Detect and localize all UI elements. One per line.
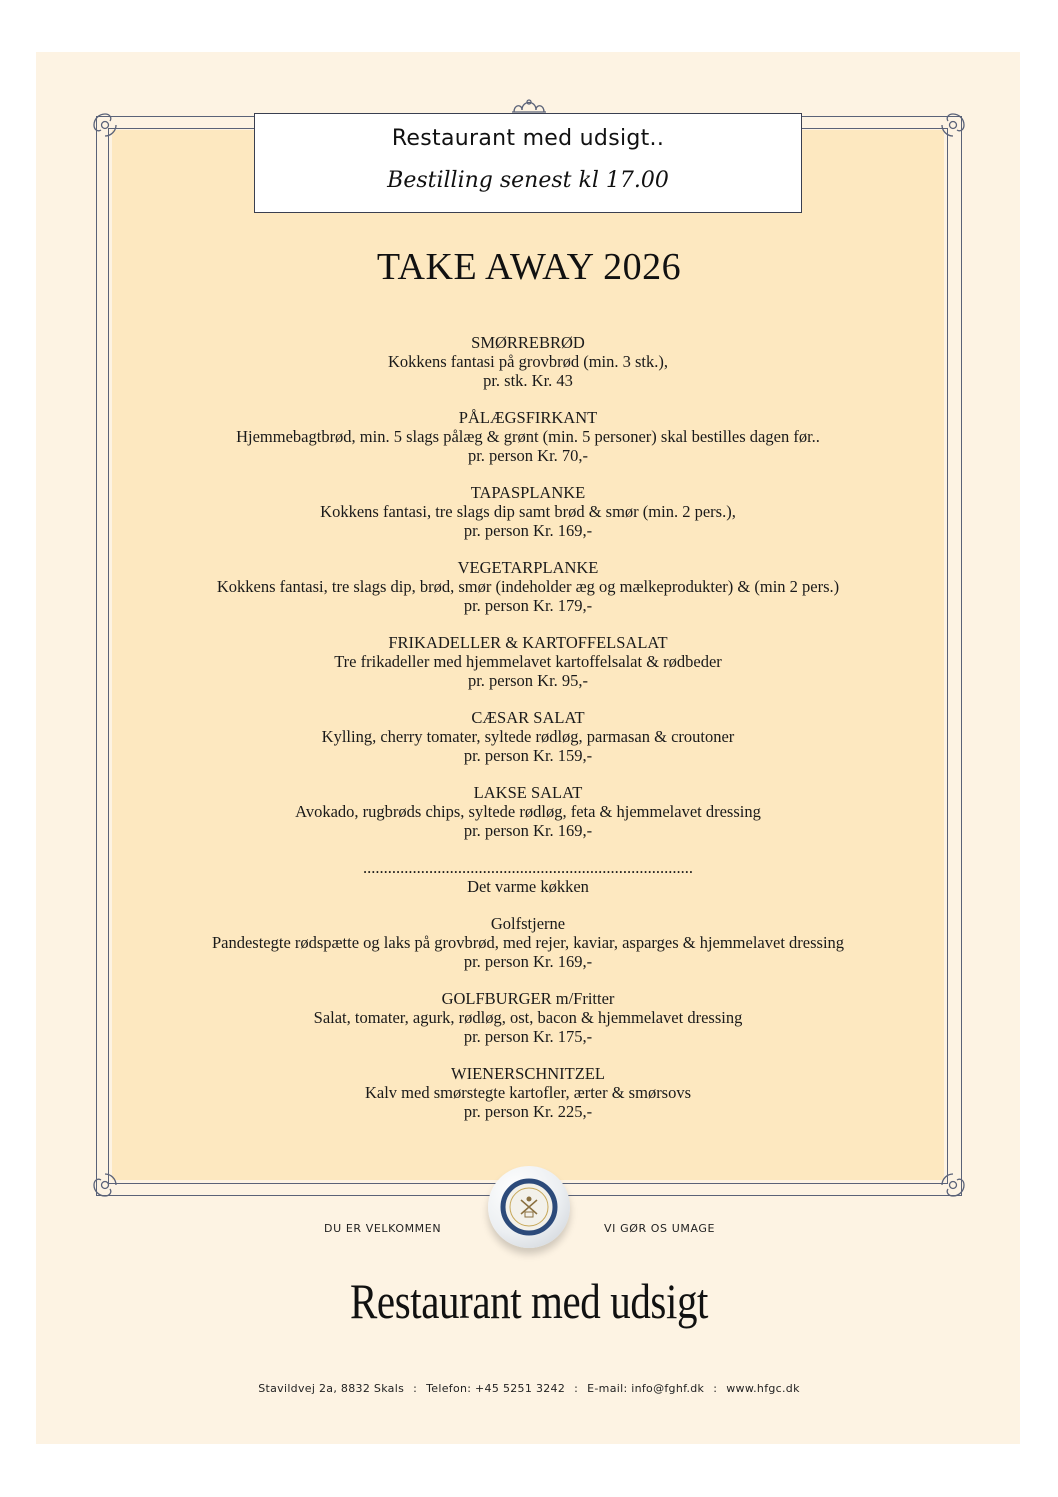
menu-item-name: CÆSAR SALAT (471, 708, 585, 727)
golf-ball-logo (488, 1166, 570, 1248)
menu-item-name: FRIKADELLER & KARTOFFELSALAT (388, 633, 668, 652)
menu-item (112, 483, 944, 540)
menu-item (112, 333, 944, 390)
dotted-divider: ................................................................................ (363, 858, 693, 877)
footer-website[interactable]: www.hfgc.dk (726, 1382, 800, 1395)
menu-item-price: pr. person Kr. 169,- (463, 952, 593, 971)
menu-item-price: pr. person Kr. 95,- (467, 671, 589, 690)
order-deadline: Bestilling senest kl 17.00 (387, 168, 669, 193)
menu-item-name: LAKSE SALAT (473, 783, 583, 802)
menu-item (112, 783, 944, 840)
menu-item-price: pr. person Kr. 159,- (463, 746, 593, 765)
footer-separator: : (413, 1382, 418, 1395)
corner-ornament-icon (938, 1170, 968, 1200)
menu-item-name: SMØRREBRØD (471, 333, 585, 352)
resort-emblem-icon (488, 1166, 570, 1248)
menu-item-price: pr. person Kr. 225,- (463, 1102, 593, 1121)
menu-item-name: VEGETARPLANKE (457, 558, 599, 577)
footer-contact (0, 1382, 1058, 1395)
welcome-text-right: VI GØR OS UMAGE (604, 1222, 716, 1235)
corner-ornament-icon (90, 110, 120, 140)
menu-item-name: TAPASPLANKE (470, 483, 586, 502)
corner-ornament-icon (90, 1170, 120, 1200)
menu-item (112, 633, 944, 690)
corner-ornament-icon (938, 110, 968, 140)
menu-item-desc: Kalv med smørstegte kartofler, ærter & smørsovs (364, 1083, 692, 1102)
menu-item-price: pr. person Kr. 70,- (467, 446, 589, 465)
menu-item-desc: Kokkens fantasi på grovbrød (min. 3 stk.), (388, 352, 668, 371)
menu-item-name: GOLFBURGER m/Fritter (441, 989, 615, 1008)
menu-item-price: pr. person Kr. 175,- (463, 1027, 593, 1046)
menu-item-desc: Hjemmebagtbrød, min. 5 slags pålæg & grønt (min. 5 personer) skal bestilles dagen før.. (236, 427, 820, 446)
menu-item-desc: Avokado, rugbrøds chips, syltede rødløg, feta & hjemmelavet dressing (295, 802, 761, 821)
crown-ornament-icon (510, 96, 548, 114)
menu-item-name: PÅLÆGSFIRKANT (458, 408, 598, 427)
menu-item-desc: Kokkens fantasi, tre slags dip, brød, smør (indeholder æg og mælkeprodukter) & (min 2 pers.) (216, 577, 840, 596)
welcome-text-left: DU ER VELKOMMEN (324, 1222, 442, 1235)
footer-email[interactable]: E-mail: info@fghf.dk (587, 1382, 705, 1395)
footer-separator: : (713, 1382, 718, 1395)
menu-item (112, 914, 944, 971)
menu-item-desc: Tre frikadeller med hjemmelavet kartoffelsalat & rødbeder (334, 652, 722, 671)
footer-address: Stavildvej 2a, 8832 Skals (258, 1382, 405, 1395)
header-box (254, 113, 802, 213)
menu-item-name: WIENERSCHNITZEL (451, 1064, 605, 1083)
footer-separator: : (574, 1382, 579, 1395)
menu-item-price: pr. person Kr. 169,- (463, 821, 593, 840)
menu-item (112, 989, 944, 1046)
menu-item (112, 708, 944, 765)
header-title: Restaurant med udsigt.. (391, 126, 665, 151)
menu-item-price: pr. stk. Kr. 43 (483, 371, 573, 390)
menu-item-price: pr. person Kr. 179,- (463, 596, 593, 615)
menu-item (112, 1064, 944, 1121)
menu-item-desc: Salat, tomater, agurk, rødløg, ost, bacon & hjemmelavet dressing (313, 1008, 743, 1027)
menu-item-name: Golfstjerne (490, 914, 566, 933)
page-title: TAKE AWAY 2026 (376, 246, 682, 288)
menu-item (112, 408, 944, 465)
footer-phone[interactable]: Telefon: +45 5251 3242 (426, 1382, 566, 1395)
menu-list (112, 333, 944, 1139)
menu-item (112, 558, 944, 615)
warm-section-label: Det varme køkken (467, 877, 589, 896)
menu-item-desc: Pandestegte rødspætte og laks på grovbrød, med rejer, kaviar, asparges & hjemmelavet dressing (211, 933, 845, 952)
brand-name: Restaurant med udsigt (349, 1273, 709, 1329)
menu-item-desc: Kylling, cherry tomater, syltede rødløg, parmasan & croutoner (321, 727, 735, 746)
menu-item-desc: Kokkens fantasi, tre slags dip samt brød & smør (min. 2 pers.), (320, 502, 736, 521)
menu-item-price: pr. person Kr. 169,- (463, 521, 593, 540)
